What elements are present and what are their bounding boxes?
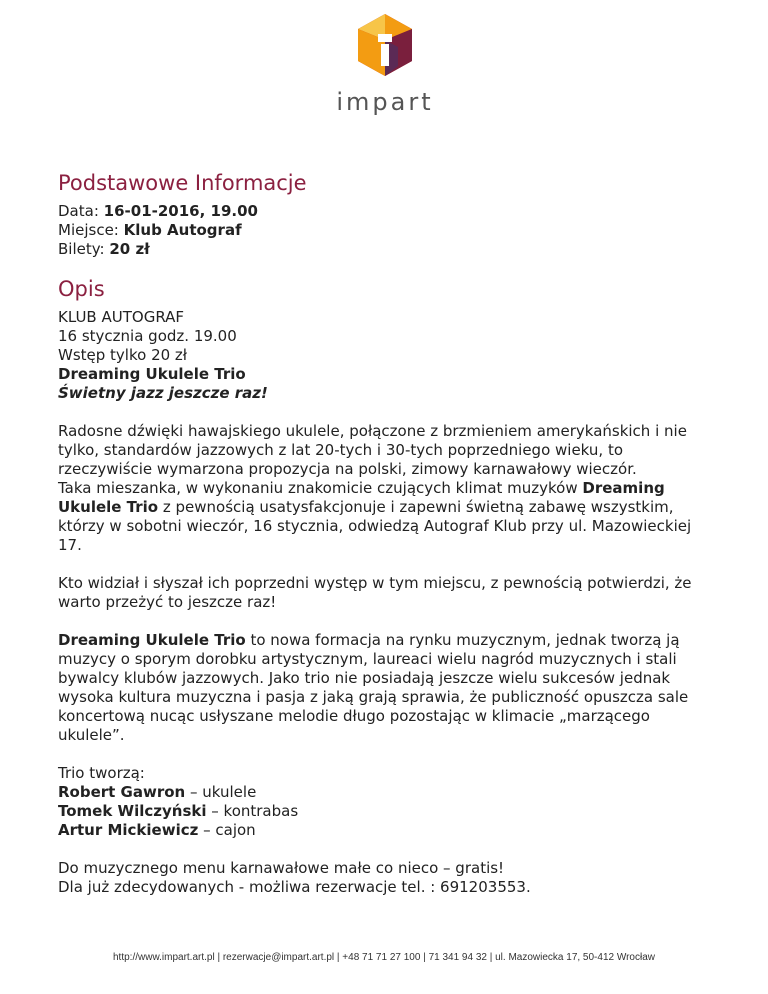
date-line [58,202,718,221]
date-value: 16-01-2016, 19.00 [103,202,258,220]
paragraph-1-text-c: z pewnością usatysfakcjonuje i zapewni świetną zabawę wszystkim, którzy w sobotni wieczór, 16 stycznia, odwiedzą Autograf Klub przy ul. Mazowieckiej 17. [58,498,692,554]
closing-menu-note: Do muzycznego menu karnawałowe małe co nieco – gratis! [58,859,505,877]
event-summary [58,308,718,403]
member-role: – ukulele [185,783,257,801]
footer-contact: http://www.impart.art.pl | rezerwacje@impart.art.pl | +48 71 71 27 100 | 71 341 94 32 | ul. Mazowiecka 17, 50-412 Wrocław [112,952,656,963]
description-paragraph-1 [58,422,718,555]
summary-tagline-text: Świetny jazz jeszcze raz! [58,384,268,402]
member-name: Artur Mickiewicz [58,821,199,839]
tickets-value: 20 zł [109,240,150,258]
impart-logo [330,14,440,114]
date-label: Data: [58,202,99,220]
member-row [58,802,718,821]
member-name: Tomek Wilczyński [58,802,207,820]
basic-info-heading: Podstawowe Informacje [58,171,307,195]
trio-members [58,764,718,840]
impart-hexagon-icon [354,14,416,80]
summary-band [58,365,718,384]
logo-text: impart [336,88,434,116]
summary-date: 16 stycznia godz. 19.00 [58,327,237,345]
tickets-label: Bilety: [58,240,105,258]
description-paragraph-2: Kto widział i słyszał ich poprzedni występ w tym miejscu, z pewnością potwierdzi, że warto przeżyć to jeszcze raz! [58,574,692,611]
member-role: – kontrabas [206,802,299,820]
paragraph-3-band-name: Dreaming Ukulele Trio [58,631,246,649]
paragraph-1-band-name: Dreaming Ukulele Trio [58,479,665,516]
paragraph-1-text-a: Radosne dźwięki hawajskiego ukulele, połączone z brzmieniem amerykańskich i nie tylko, standardów jazzowych z lat 20-tych i 30-tych poprzedniego wieku, to rzeczywiście wymarzona propozycja na polski, zimowy karnawałowy wieczór. [58,422,687,478]
summary-tagline [58,384,718,403]
closing-reservation-note: Dla już zdecydowanych - możliwa rezerwacje tel. : 691203553. [58,878,531,896]
document-content [58,170,718,916]
summary-band-name: Dreaming Ukulele Trio [58,365,246,383]
member-row [58,783,718,802]
description-section [58,276,718,897]
basic-info-section [58,170,718,259]
member-role: – cajon [198,821,256,839]
closing-paragraph [58,859,718,897]
summary-price: Wstęp tylko 20 zł [58,346,188,364]
paragraph-3-text: to nowa formacja na rynku muzycznym, jednak tworzą ją muzycy o sporym dorobku artystycznym, laureaci wielu nagród muzycznych i stali bywalcy klubów jazzowych. Jako trio nie posiadają jeszcze wielu sukcesów jednak wysoka kultura muzyczna i pasja z jaką grają sprawia, że publiczność opuszcza sale koncertową nucąc usłyszane melodie długo pozostając w klimacie „marzącego ukulele”. [58,631,689,744]
description-paragraph-3 [58,631,718,745]
tickets-line [58,240,718,259]
member-row [58,821,718,840]
summary-club: KLUB AUTOGRAF [58,308,185,326]
place-value: Klub Autograf [123,221,242,239]
description-heading: Opis [58,277,105,301]
paragraph-1-text-b: Taka mieszanka, w wykonaniu znakomicie czujących klimat muzyków [58,479,583,497]
place-line [58,221,718,240]
trio-intro: Trio tworzą: [58,764,145,782]
place-label: Miejsce: [58,221,119,239]
member-name: Robert Gawron [58,783,186,801]
